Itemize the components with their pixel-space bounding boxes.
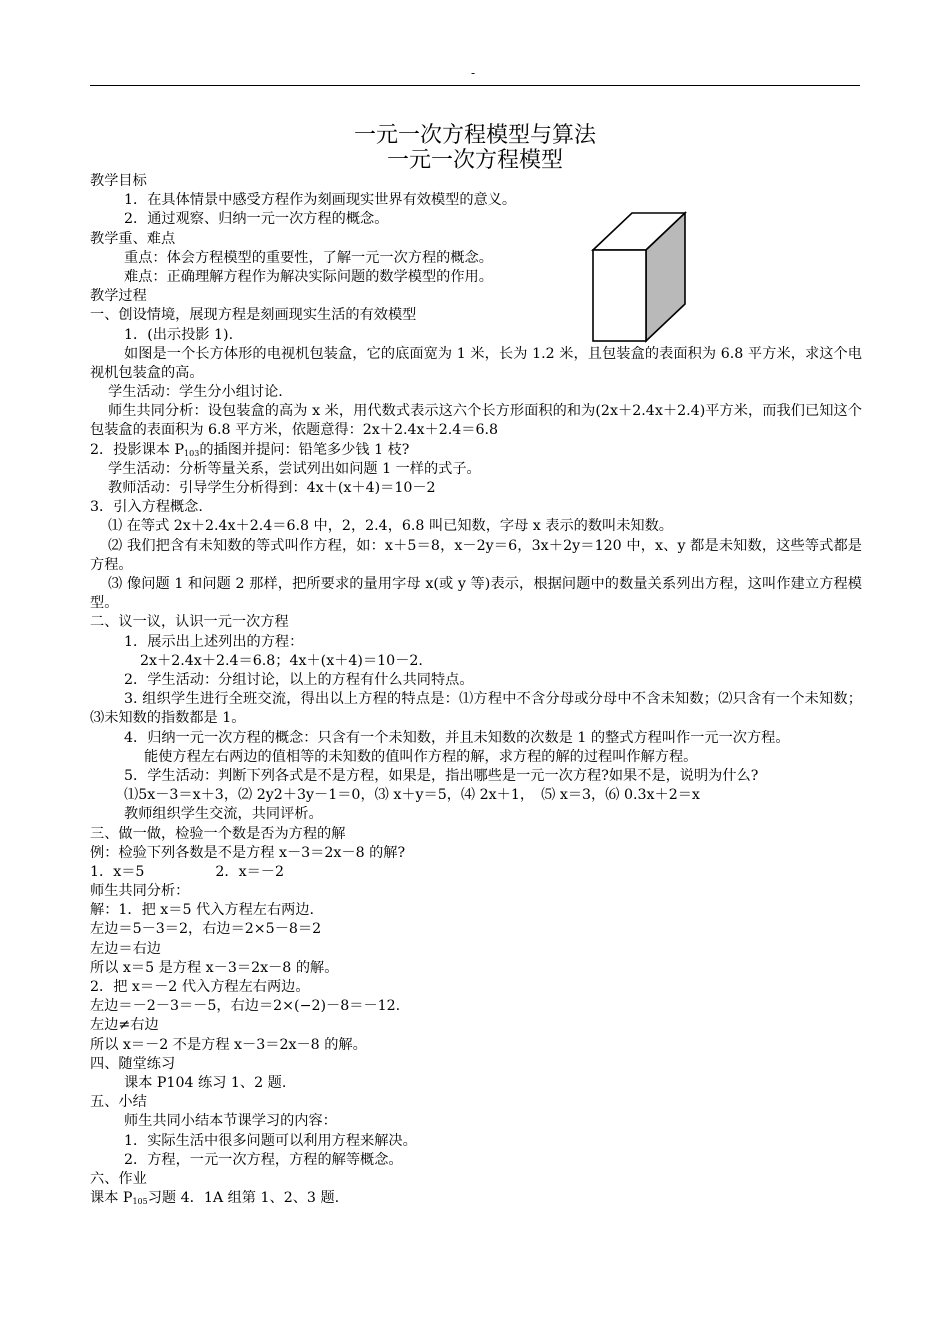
summary-2: 2．方程，一元一次方程，方程的解等概念。 <box>124 1151 403 1168</box>
summary-1: 1．实际生活中很多问题可以利用方程来解决。 <box>124 1132 417 1149</box>
document-title: 一元一次方程模型与算法 <box>353 123 596 148</box>
heading-process: 教学过程 <box>90 288 147 305</box>
section-4-heading: 四、随堂练习 <box>90 1055 176 1072</box>
solution-compare-1: 左边＝右边 <box>90 940 161 957</box>
section-3-heading: 三、做一做，检验一个数是否为方程的解 <box>90 825 346 842</box>
solution-step-1: 解：1．把 x＝5 代入方程左右两边. <box>90 902 315 919</box>
solution-step-2: 2．把 x＝－2 代入方程左右两边。 <box>90 979 310 996</box>
step-2-text-a: 2．投影课本 P <box>90 441 185 458</box>
problem-paragraph: 如图是一个长方体形的电视机包装盒，它的底面宽为 1 米，长为 1.2 米，且包装盒的表面积为 6.8 平方米，求这个电视机包装盒的高。 <box>90 345 862 381</box>
document-subtitle: 一元一次方程模型 <box>386 148 563 173</box>
heading-objectives: 教学目标 <box>90 173 147 189</box>
section-1-heading: 一、创设情境，展现方程是刻画现实生活的有效模型 <box>90 307 417 324</box>
header-rule <box>90 85 860 86</box>
step-3: 3．引入方程概念. <box>90 499 203 516</box>
objective-2: 2．通过观察、归纳一元一次方程的概念。 <box>124 211 389 228</box>
practice-text: 课本 P104 练习 1、2 题. <box>124 1074 287 1091</box>
example-values: 1．x＝5 2．x＝－2 <box>90 863 284 880</box>
difficult-point: 难点：正确理解方程作为解决实际问题的数学模型的作用。 <box>124 268 493 285</box>
document-body <box>90 172 862 1208</box>
solution-conclusion-2: 所以 x＝－2 不是方程 x－3＝2x－8 的解。 <box>90 1036 367 1053</box>
teacher-organizes: 教师组织学生交流，共同评析。 <box>124 806 323 823</box>
student-activity-1: 学生活动：学生分小组讨论. <box>108 384 283 401</box>
solution-calc-2: 左边＝－2－3＝－5，右边＝2×(−2)－8＝－12. <box>90 998 401 1015</box>
student-activity-2: 学生活动：分析等量关系，尝试列出如问题 1 一样的式子。 <box>108 460 481 477</box>
concept-3: ⑶ 像问题 1 和问题 2 那样，把所要求的量用字母 x(或 y 等)表示，根据问题中的数量关系列出方程，这叫作建立方程模型。 <box>90 576 862 612</box>
step-2-text-b: 的插图并提问：铅笔多少钱 1 枝? <box>199 441 410 458</box>
solution-conclusion-1: 所以 x＝5 是方程 x－3＝2x－8 的解。 <box>90 959 339 976</box>
example-question: 例：检验下列各数是不是方程 x－3＝2x－8 的解? <box>90 844 406 861</box>
discuss-2: 2．学生活动：分组讨论，以上的方程有什么共同特点。 <box>124 672 474 688</box>
concept-2: ⑵ 我们把含有未知数的等式叫作方程，如：x＋5＝8，x－2y＝6，3x＋2y＝120 中，x、y 都是未知数，这些等式都是方程。 <box>90 537 862 573</box>
page-subscript-103: 103 <box>184 448 200 458</box>
heading-key-points: 教学重、难点 <box>90 230 176 247</box>
section-5-heading: 五、小结 <box>90 1094 147 1111</box>
solution-compare-2: 左边≠右边 <box>90 1017 159 1034</box>
section-2-heading: 二、议一议，认识一元一次方程 <box>90 614 289 631</box>
section-6-heading: 六、作业 <box>90 1170 147 1187</box>
joint-analysis: 师生共同分析： <box>90 883 190 900</box>
discuss-1: 1．展示出上述列出的方程： <box>124 633 304 650</box>
analysis-paragraph: 师生共同分析：设包装盒的高为 x 米，用代数式表示这六个长方形面积的和为(2x＋2.4x＋2.4)平方米，而我们已知这个包装盒的表面积为 6.8 平方米，依题意得：2x＋2.4x＋2.4＝6.8 <box>90 403 862 439</box>
homework-text-a: 课本 P <box>90 1190 133 1207</box>
discuss-3: 3. 组织学生进行全班交流，得出以上方程的特点是：⑴方程中不含分母或分母中不含未知数；⑵只含有一个未知数；⑶未知数的指数都是 1。 <box>90 691 862 727</box>
solution-calc-1: 左边＝5－3＝2，右边＝2×5－8＝2 <box>90 921 322 938</box>
solution-definition: 能使方程左右两边的值相等的未知数的值叫作方程的解，求方程的解的过程叫作解方程。 <box>144 748 698 765</box>
objective-1: 1．在具体情景中感受方程作为刻画现实世界有效模型的意义。 <box>124 192 517 209</box>
equations-line: 2x＋2.4x＋2.4＝6.8；4x＋(x＋4)＝10－2. <box>140 652 423 669</box>
homework-text <box>90 1189 862 1208</box>
step-1: 1．(出示投影 1). <box>124 326 234 343</box>
step-2 <box>90 441 862 460</box>
concept-1: ⑴ 在等式 2x＋2.4x＋2.4＝6.8 中，2，2.4，6.8 叫已知数，字母 x 表示的数叫未知数。 <box>108 518 673 535</box>
key-point: 重点：体会方程模型的重要性，了解一元一次方程的概念。 <box>124 249 493 266</box>
teacher-activity: 教师活动：引导学生分析得到：4x＋(x＋4)＝10－2 <box>108 480 436 497</box>
equation-options: ⑴5x－3＝x＋3，⑵ 2y2＋3y－1＝0，⑶ x＋y＝5，⑷ 2x＋1， ⑸ x＝3，⑹ 0.3x＋2＝x <box>124 787 700 804</box>
page-subscript-105: 105 <box>132 1197 148 1207</box>
discuss-5: 5．学生活动：判断下列各式是不是方程，如果是，指出哪些是一元一次方程?如果不是，说明为什么? <box>124 767 759 784</box>
discuss-4: 4．归纳一元一次方程的概念：只含有一个未知数，并且未知数的次数是 1 的整式方程叫作一元一次方程。 <box>124 729 790 746</box>
header-mark: - <box>471 66 476 80</box>
homework-text-b: 习题 4．1A 组第 1、2、3 题. <box>147 1190 340 1207</box>
summary-intro: 师生共同小结本节课学习的内容： <box>124 1113 337 1130</box>
